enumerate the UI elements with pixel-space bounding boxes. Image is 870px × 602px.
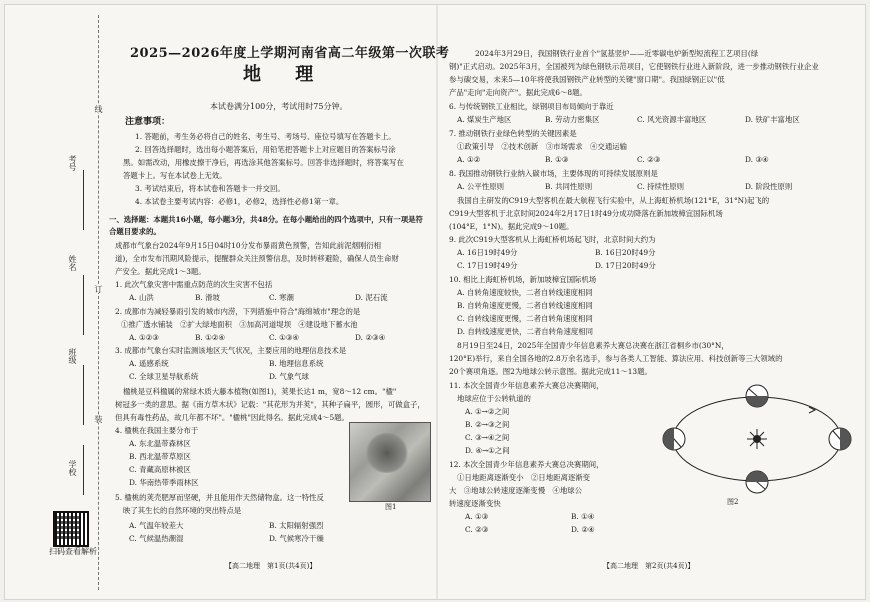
figure1-photo — [349, 422, 431, 502]
seal-char-3: 装 — [94, 415, 103, 423]
left-text-line-28: 映了其生长的自然环境的突出特点是 — [123, 506, 242, 515]
right-text-line-26: C. 17日19时49分 — [457, 261, 518, 270]
right-text-line-44: 大 ③地球公转速度逐渐变慢 ④地球公 — [449, 486, 583, 495]
exam-meta: 本试卷满分100分，考试用时75分钟。 — [210, 102, 348, 111]
seal-char-2: 订 — [94, 285, 103, 293]
right-text-line-4: 6. 与传统钢铁工业相比，绿钢项目布局倾向于靠近 — [449, 102, 614, 111]
class-field[interactable] — [83, 365, 84, 425]
left-text-line-14: 3. 成都市气象台实时监测该地区天气状况，主要应用的地理信息技术是 — [115, 346, 347, 355]
right-text-line-17: B. 共同性原则 — [545, 182, 593, 191]
notes-line-4: 3. 考试结束后，将本试卷和答题卡一并交回。 — [135, 184, 285, 193]
right-text-line-31: C. 自转线速度更慢，二者自转角速度相同 — [457, 314, 593, 323]
left-text-line-2: 产安全。据此完成1～3题。 — [115, 267, 206, 276]
page-fold — [436, 5, 438, 599]
notes-line-1: 2. 回答选择题时，选出每小题答案后，用铅笔把答题卡上对应题目的答案标号涂 — [135, 145, 396, 154]
right-text-line-1: 钢)"正式启动。2025年3月，全国被列为绿色钢铁示范项目，它使钢铁行业进入新阶段，进一步推动钢铁行业企业 — [449, 62, 819, 71]
right-text-line-5: A. 煤炭生产地区 — [457, 115, 512, 124]
left-page-footer: 【高二地理 第1页(共4页)】 — [225, 562, 317, 570]
seal-char-1: 线 — [94, 105, 103, 113]
section-heading-2: 合题目要求的。 — [109, 227, 161, 236]
left-text-line-19: 楹桃是豆科楹属的常绿木质大藤本植物(如图1)，荚果长达1 m，宽8～12 cm。"楹" — [123, 387, 397, 396]
left-text-line-27: 5. 楹桃的荚壳肥厚而坚硬，并且能用作天然储物盒。这一特性反 — [115, 493, 324, 502]
right-text-line-34: 120°E)举行，来自全国各地的2.8万余名选手，参与各类人工智能、算法应用、科技创新等三大领域的 — [449, 354, 783, 363]
left-text-line-24: B. 西北温带草原区 — [129, 452, 191, 461]
label-school: 学校 — [68, 460, 77, 476]
right-text-line-19: D. 阶段性原则 — [745, 182, 793, 191]
left-text-line-8: 2. 成都市为减轻暴雨引发的城市内涝，下列措施中符合"海绵城市"理念的是 — [115, 307, 361, 316]
right-text-line-45: 转速度逐渐变快 — [449, 499, 501, 508]
left-text-line-13: D. ②③④ — [355, 333, 386, 342]
right-text-line-49: D. ②④ — [571, 525, 595, 534]
left-text-line-5: B. 滑坡 — [195, 293, 220, 302]
label-name: 姓名 — [68, 255, 77, 271]
right-text-line-46: A. ①③ — [465, 512, 489, 521]
right-text-line-18: C. 持续性原则 — [637, 182, 685, 191]
name-field[interactable] — [83, 275, 84, 335]
left-text-line-25: C. 青藏高原林被区 — [129, 465, 191, 474]
right-text-line-48: C. ②③ — [465, 525, 489, 534]
sun-icon — [747, 429, 767, 449]
right-text-line-36: 11. 本次全国青少年信息素养大赛总决赛期间， — [449, 381, 604, 390]
right-text-line-7: C. 风光资源丰富地区 — [637, 115, 707, 124]
right-text-line-39: B. ②→③之间 — [465, 420, 510, 429]
figure2-orbit-diagram — [659, 383, 859, 501]
left-text-line-29: A. 气温年较差大 — [129, 521, 184, 530]
left-text-line-30: B. 太阳辐射强烈 — [269, 521, 324, 530]
right-text-line-3: 产品"走向"走向资产"。据此完成6～8题。 — [449, 88, 587, 97]
right-text-line-24: A. 16日19时49分 — [457, 248, 518, 257]
exam-title: 2025—2026年度上学期河南省高二年级第一次联考 — [130, 46, 450, 61]
right-text-line-30: B. 自转角速度更慢，二者自转线速度相同 — [457, 301, 593, 310]
notes-line-0: 1. 答题前，考生务必将自己的姓名、考生号、考场号、座位号填写在答题卡上。 — [135, 132, 396, 141]
right-text-line-20: 我国自主研发的C919大型客机在最大航程飞行实验中，从上海虹桥机场(121°E，31°N)起飞的 — [457, 196, 770, 205]
right-text-line-35: 20个赛项角逐。图2为地球公转示意图。据此完成11～13题。 — [449, 367, 652, 376]
right-text-line-28: 10. 相比上海虹桥机场，新加坡樟宜国际机场 — [449, 275, 597, 284]
left-text-line-11: B. ①②④ — [195, 333, 226, 342]
right-text-line-37: 地球应位于公转轨道的 — [457, 394, 531, 403]
right-text-line-43: ①日地距离逐渐变小 ②日地距离逐渐变 — [457, 473, 591, 482]
right-text-line-42: 12. 本次全国青少年信息素养大赛总决赛期间， — [449, 460, 604, 469]
exam-no-field[interactable] — [83, 170, 84, 230]
left-text-line-10: A. ①②③ — [129, 333, 159, 342]
school-field[interactable] — [83, 445, 84, 495]
left-text-line-3: 1. 此次气象灾害中需重点防范的次生灾害不包括 — [115, 280, 273, 289]
right-text-line-8: D. 铁矿丰富地区 — [745, 115, 800, 124]
notes-heading: 注意事项： — [125, 117, 171, 127]
left-text-line-4: A. 山洪 — [129, 293, 154, 302]
left-text-line-32: D. 气候寒冷干燥 — [269, 534, 324, 543]
right-text-line-14: D. ③④ — [745, 155, 769, 164]
left-text-line-6: C. 寒潮 — [269, 293, 294, 302]
left-text-line-21: 但具有毒性药品，故几年都不坏"。"楹桃"因此得名。据此完成4～5题。 — [115, 413, 349, 422]
subject-title: 地 理 — [243, 64, 328, 85]
left-text-line-12: C. ①③④ — [269, 333, 299, 342]
right-text-line-15: 8. 我国推动钢铁行业纳入碳市场，主要体现的可持续发展原则是 — [449, 169, 658, 178]
left-text-line-26: D. 华南热带季雨林区 — [129, 478, 199, 487]
right-text-line-2: 参与碳交易，未来5—10年将使我国钢铁产业转型的关键"窗口期"。我国绿钢正以"低 — [449, 75, 725, 84]
left-text-line-1: 道)，全市发布汛期风险提示，提醒群众关注预警信息，及时转移避险，确保人员生命财 — [115, 254, 399, 263]
right-text-line-16: A. 公平性原则 — [457, 182, 504, 191]
right-text-line-9: 7. 推动钢铁行业绿色转型的关键因素是 — [449, 129, 577, 138]
right-text-line-6: B. 劳动力密集区 — [545, 115, 600, 124]
right-text-line-33: 8月19日至24日，2025年全国青少年信息素养大赛总决赛在浙江省桐乡市(30°N， — [457, 341, 729, 350]
right-text-line-21: C919大型客机于北京时间2024年2月17日1时49分成功降落在新加坡樟宜国际机场 — [449, 209, 723, 218]
qr-caption: 扫码查看解析 — [49, 547, 97, 556]
right-text-line-32: D. 自转线速度更快，二者自转角速度相同 — [457, 327, 594, 336]
label-class: 班级 — [68, 348, 77, 364]
left-text-line-22: 4. 楹桃在我国主要分布于 — [115, 426, 199, 435]
earth-position-2 — [829, 428, 851, 450]
right-text-line-13: C. ②③ — [637, 155, 661, 164]
right-text-line-0: 2024年3月29日，我国钢铁行业首个"氢基竖炉——近零碳电炉新型短流程工艺项目(绿 — [475, 49, 759, 58]
label-exam-no: 考号 — [68, 155, 77, 171]
left-text-line-0: 成都市气象台2024年9月15日04时10分发布暴雨黄色预警，告知此前泥烟刚衍相 — [115, 241, 382, 250]
earth-position-1 — [746, 385, 768, 407]
seal-line — [98, 15, 99, 590]
right-text-line-25: B. 16日20时49分 — [595, 248, 656, 257]
right-text-line-40: C. ③→④之间 — [465, 433, 510, 442]
left-text-line-16: B. 地理信息系统 — [269, 359, 324, 368]
earth-position-3 — [746, 471, 768, 493]
right-text-line-10: ①政策引导 ②技术创新 ③市场需求 ④交通运输 — [457, 142, 627, 151]
right-text-line-41: D. ④→①之间 — [465, 446, 510, 455]
left-text-line-7: D. 泥石流 — [355, 293, 388, 302]
left-text-line-31: C. 气候温热潮湿 — [129, 534, 184, 543]
left-text-line-23: A. 东北温带森林区 — [129, 439, 191, 448]
right-text-line-38: A. ①→②之间 — [465, 407, 510, 416]
left-text-line-18: D. 气象气球 — [269, 372, 309, 381]
right-text-line-47: B. ①④ — [571, 512, 595, 521]
notes-line-2: 黑。如需改动，用橡皮擦干净后，再选涂其他答案标号。回答非选择题时，将答案写在 — [123, 158, 404, 167]
left-text-line-17: C. 全球卫星导航系统 — [129, 372, 199, 381]
right-text-line-22: (104°E，1°N)。据此完成9～10题。 — [449, 222, 574, 231]
right-page-footer: 【高二地理 第2页(共4页)】 — [603, 562, 695, 570]
notes-line-5: 4. 本试卷主要考试内容：必修1，必修2，选择性必修1第一章。 — [135, 197, 344, 206]
exam-sheet — [4, 4, 866, 600]
right-text-line-23: 9. 此次C919大型客机从上海虹桥机场起飞时，北京时间大约为 — [449, 235, 656, 244]
notes-line-3: 答题卡上。写在本试卷上无效。 — [123, 171, 227, 180]
figure1-caption: 图1 — [385, 503, 397, 511]
left-text-line-9: ①推广透水铺装 ②扩大绿地面积 ③加高河道堤坝 ④建设地下蓄水池 — [121, 320, 358, 329]
right-text-line-12: B. ①③ — [545, 155, 569, 164]
qr-pattern — [57, 515, 81, 539]
section-heading: 一、选择题：本题共16小题，每小题3分，共48分。在每小题给出的四个选项中，只有一项是符 — [109, 215, 423, 224]
left-text-line-20: 树冠多一类的意思。据《南方草木状》记载："其花形为并荚"，其种子扁平，圆形，可做盒子， — [115, 400, 425, 409]
left-text-line-15: A. 遥感系统 — [129, 359, 169, 368]
right-text-line-11: A. ①② — [457, 155, 481, 164]
earth-position-4 — [663, 428, 685, 450]
right-text-line-27: D. 17日20时49分 — [595, 261, 656, 270]
right-text-line-29: A. 自转角速度较快，二者自转线速度相同 — [457, 288, 593, 297]
figure2-caption: 图2 — [727, 498, 739, 506]
